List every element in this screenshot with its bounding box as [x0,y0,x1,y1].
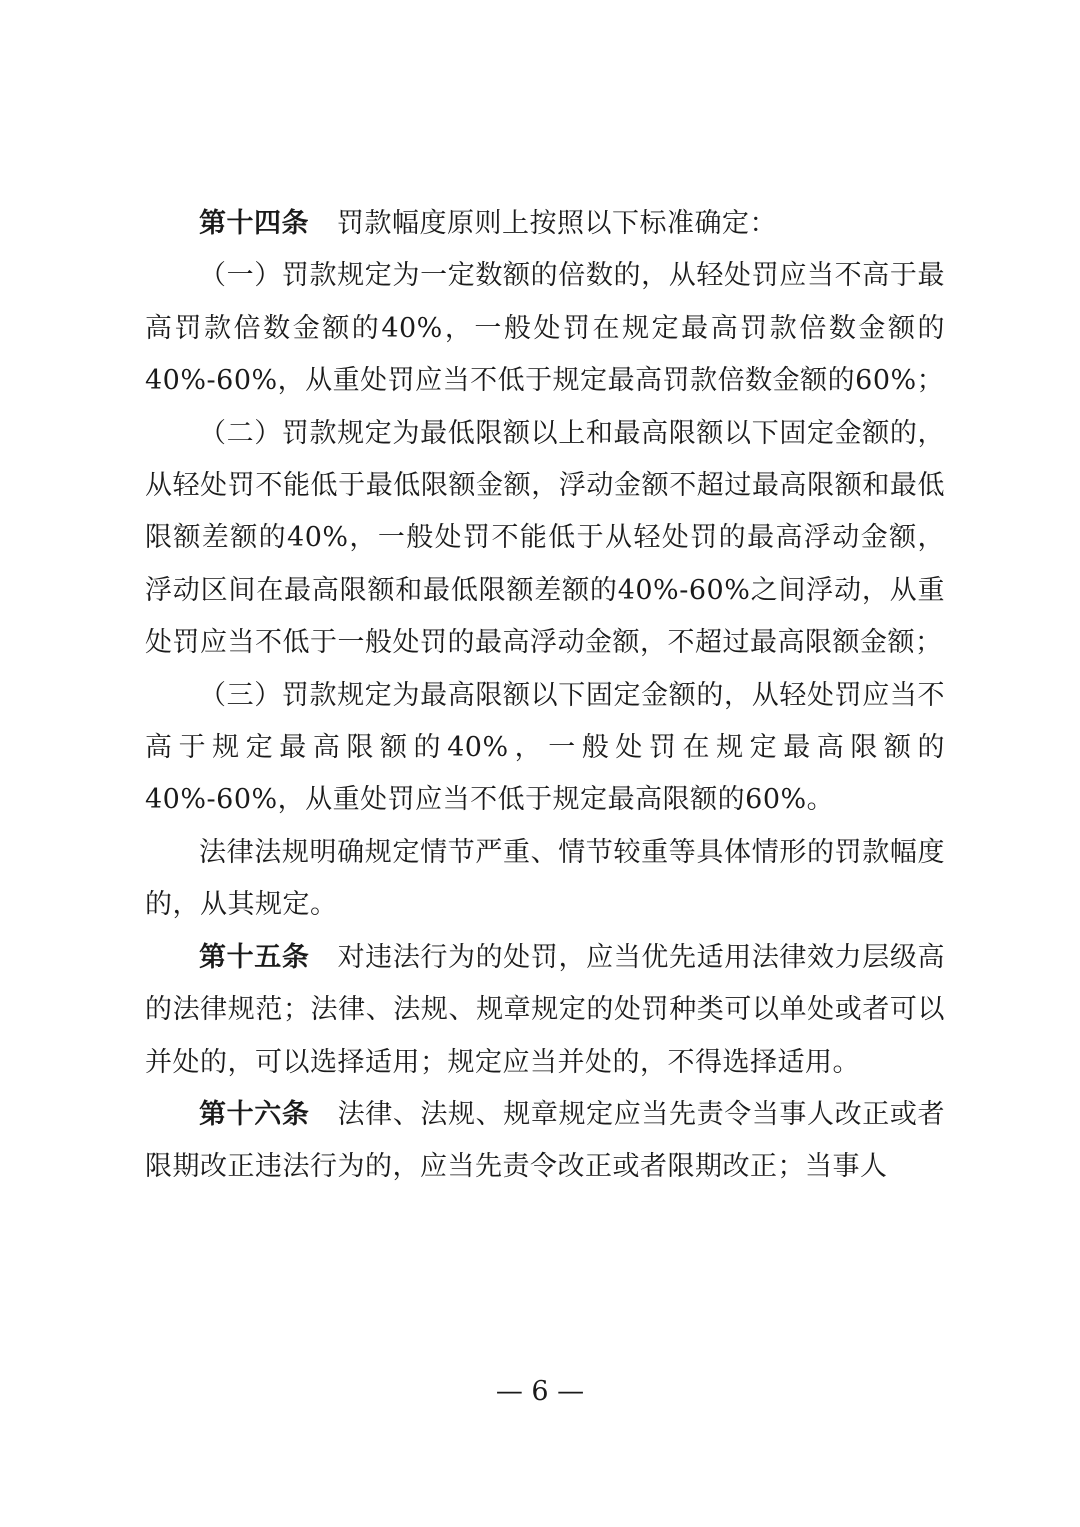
document-body [145,198,945,1194]
article-14-item-3: （三）罚款规定为最高限额以下固定金额的，从轻处罚应当不高于规定最高限额的40%，一般处罚在规定最高限额的40%-60%，从重处罚应当不低于规定最高限额的60%。 [145,679,945,816]
article-14-item-2: （二）罚款规定为最低限额以上和最高限额以下固定金额的，从轻处罚不能低于最低限额金额，浮动金额不超过最高限额和最低限额差额的40%，一般处罚不能低于从轻处罚的最高浮动金额，浮动区间在最高限额和最低限额差额的40%-60%之间浮动，从重处罚应当不低于一般处罚的最高浮动金额，不超过最高限额金额； [145,417,945,659]
article-16 [145,1089,945,1194]
article-14-intro [145,198,945,250]
article-14-item-1: （一）罚款规定为一定数额的倍数的，从轻处罚应当不高于最高罚款倍数金额的40%，一般处罚在规定最高罚款倍数金额的40%-60%，从重处罚应当不低于规定最高罚款倍数金额的60%； [145,260,945,397]
article-16-title: 第十六条 [199,1098,310,1130]
article-15-title: 第十五条 [199,941,310,973]
article-14-title: 第十四条 [199,208,309,239]
article-16-text: 法律、法规、规章规定应当先责令当事人改正或者限期改正违法行为的，应当先责令改正或者限期改正；当事人 [145,1098,946,1183]
article-15-text: 对违法行为的处罚，应当优先适用法律效力层级高的法律规范；法律、法规、规章规定的处罚种类可以单处或者可以并处的，可以选择适用；规定应当并处的，不得选择适用。 [145,941,946,1078]
page-number: — 6 — [495,1376,585,1407]
article-14-intro-text: 罚款幅度原则上按照以下标准确定： [337,208,777,239]
article-15 [145,932,945,1089]
article-14-closing: 法律法规明确规定情节严重、情节较重等具体情形的罚款幅度的，从其规定。 [145,836,945,921]
